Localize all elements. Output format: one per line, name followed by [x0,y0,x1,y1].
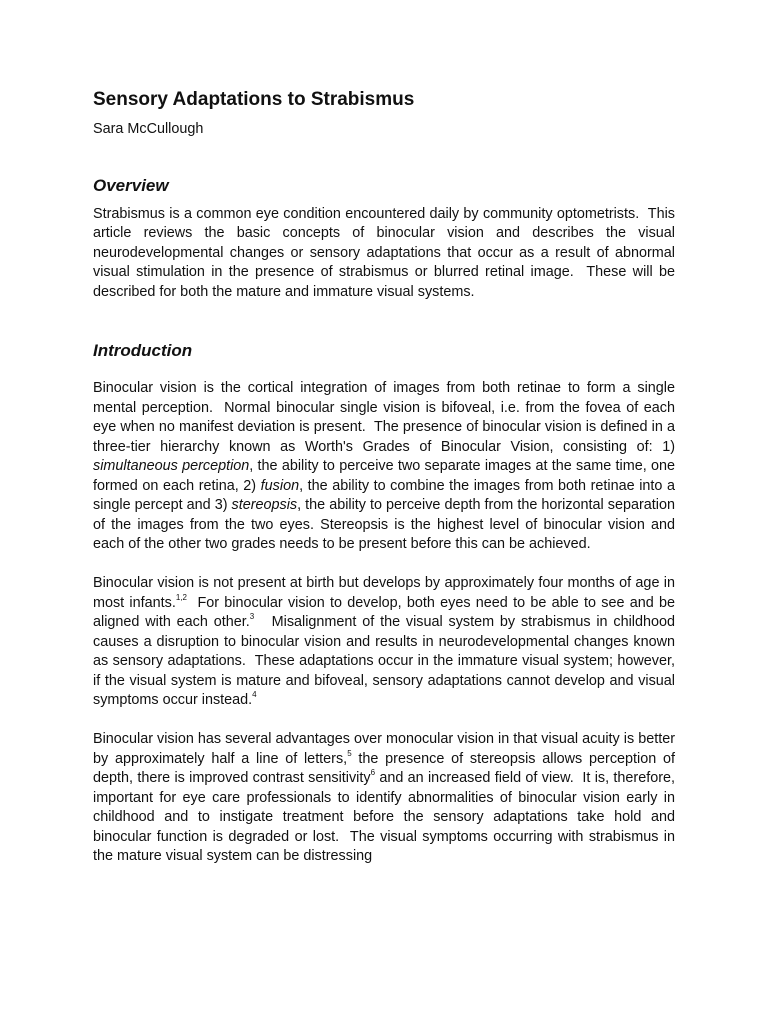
document-body [93,88,675,867]
text-span: For binocular vision to develop, both eyes need to be able to see and be aligned with each other. [93,594,675,630]
text-span: the presence of stereopsis allows perception of depth, there is improved contrast sensitivity [93,750,675,786]
reference-superscript: 4 [252,690,257,700]
introduction-paragraph-1 [93,379,675,555]
emphasis-fusion: fusion [260,477,300,494]
text-span: Binocular vision is the cortical integration of images from both retinae to form a single mental perception. Normal binocular single vision is bifoveal, i.e. from the fovea of each eye when no manifest deviation is present. The presence of binocular vision is defined in a three-tier hierarchy known as Worth's Grades of Binocular Vision, consisting of: 1) [93,380,675,455]
text-span: , the ability to perceive depth from the horizontal separation of the images from the two eyes. Stereopsis is the highest level of binocular vision and each of the other two grades needs to be present before this can be achieved. [93,497,675,552]
text-span: , the ability to perceive two separate images at the same time, one formed on each retina, 2) [93,458,675,494]
introduction-heading: Introduction [93,341,193,360]
emphasis-simultaneous-perception: simultaneous perception [93,458,250,474]
emphasis-stereopsis: stereopsis [231,497,298,513]
reference-superscript: 1,2 [175,592,187,602]
text-span: Binocular vision has several advantages over monocular vision in that visual acuity is better by approximately half a line of letters, [93,731,675,767]
overview-heading: Overview [93,175,169,195]
overview-paragraph: Strabismus is a common eye condition encountered daily by community optometrists. This article reviews the basic concepts of binocular vision and describes the visual neurodevelopmental changes or sensory adaptations that occur as a result of abnormal visual stimulation in the presence of strabismus or blurred retinal image. These will be described for both the mature and immature visual systems. [93,205,675,300]
text-span: Binocular vision is not present at birth but develops by approximately four months of age in most infants. [93,575,675,611]
author-name: Sara McCullough [93,121,204,137]
reference-superscript: 6 [370,768,376,778]
text-span: , the ability to combine the images from both retinae into a single percept and 3) [93,477,675,513]
introduction-paragraph-3 [93,730,675,867]
reference-superscript: 3 [249,612,255,622]
introduction-paragraph-2 [93,574,675,711]
document-title: Sensory Adaptations to Strabismus [93,89,415,110]
reference-superscript: 5 [347,748,352,758]
text-span: and an increased field of view. It is, therefore, important for eye care professionals to identify abnormalities of binocular vision early in childhood and to instigate treatment before the sensory adaptations take hold and binocular function is degraded or lost. The visual symptoms occurring with strabismus in the mature visual system can be distressing [93,770,675,864]
text-span: Misalignment of the visual system by strabismus in childhood causes a disruption to binocular vision and results in neurodevelopmental changes known as sensory adaptations. These adaptations occur in the immature visual system; however, if the visual system is mature and bifoveal, sensory adaptations cannot develop and visual symptoms occur instead. [93,614,675,708]
